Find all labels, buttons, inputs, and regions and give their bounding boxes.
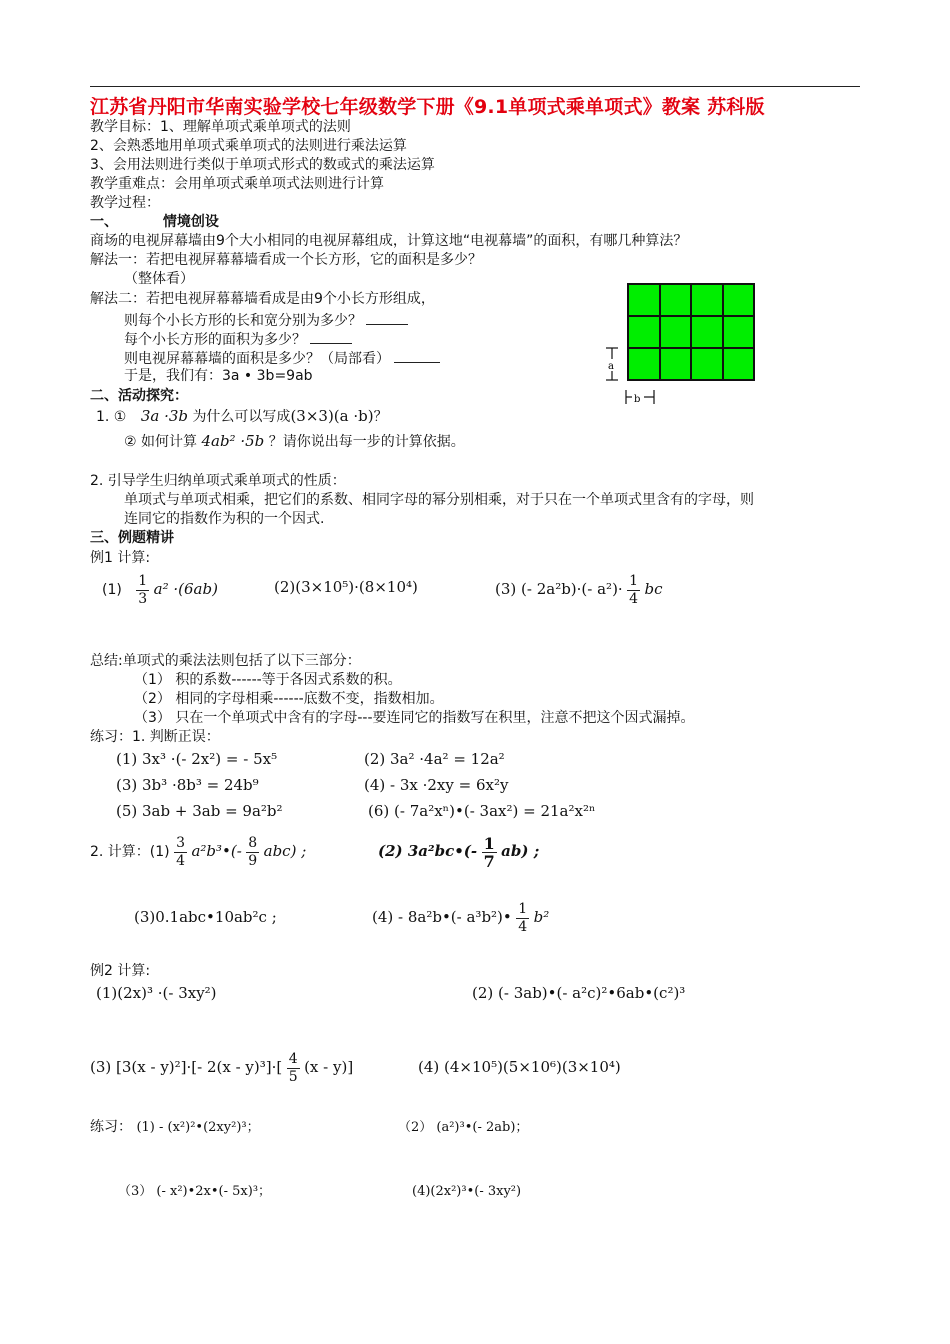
denominator: 7	[483, 851, 495, 871]
tv-screen	[723, 316, 755, 348]
expression: (3) [3(x - y)²]·[- 2(x - y)³]·[	[90, 1058, 283, 1076]
denominator: 9	[248, 852, 258, 869]
judge-5: (5) 3ab + 3ab = 9a²b²	[116, 802, 283, 820]
example-2-problem-4: (4) (4×10⁵)(5×10⁶)(3×10⁴)	[418, 1058, 621, 1076]
header-rule	[90, 86, 860, 87]
example-2-problem-2: (2) (- 3ab)•(- a²c)²•6ab•(c²)³	[472, 984, 686, 1002]
tv-screen	[691, 284, 723, 316]
inquiry-3: 2. 引导学生归纳单项式乘单项式的性质：	[90, 473, 346, 489]
expression-tail: b²	[533, 908, 550, 926]
section3-heading: 三、例题精讲	[90, 530, 174, 546]
fraction	[287, 1051, 300, 1086]
label-a: a	[608, 361, 614, 372]
denominator: 3	[138, 590, 148, 607]
fraction	[627, 573, 640, 608]
expression: a² ·(6ab)	[153, 580, 218, 598]
section1-number: 一、	[90, 214, 118, 230]
practice-3	[90, 1118, 260, 1137]
tv-screen	[723, 284, 755, 316]
example-1-problem-2: (2)(3×10⁵)·(8×10⁴)	[274, 578, 418, 596]
solution-2-c	[124, 348, 440, 369]
problem-number: (1)	[102, 582, 122, 598]
practice-2-problem-1	[90, 832, 306, 871]
process-label: 教学过程：	[90, 195, 160, 211]
tv-screen	[660, 284, 692, 316]
denominator: 4	[176, 852, 186, 869]
example-1-problem-3	[495, 570, 663, 609]
solution-2: 解法二：若把电视屏幕幕墙看成是由9个小长方形组成，	[90, 291, 435, 307]
solution-2-b-text: 每个小长方形的面积为多少？	[124, 332, 306, 348]
expression-tail: ab) ;	[501, 842, 540, 860]
answer-blank	[366, 310, 408, 325]
tv-screen	[660, 348, 692, 380]
expression-tail: bc	[644, 580, 663, 598]
example-2-label: 例2 计算:	[90, 963, 151, 979]
numerator: 1	[629, 572, 639, 589]
tv-screen	[660, 316, 692, 348]
tv-screen	[691, 316, 723, 348]
width-dimension-marker	[624, 388, 664, 408]
inquiry-1-question: 为什么可以写成	[192, 409, 291, 425]
summary-item-1: （1） 积的系数------等于各因式系数的积。	[134, 672, 402, 688]
practice-3-problem-3: （3） (- x²)•2x•(- 5x)³；	[118, 1184, 272, 1199]
fraction	[516, 901, 529, 936]
expression: a²b³•(-	[191, 842, 242, 860]
expression-tail: abc) ;	[263, 842, 307, 860]
tv-wall-figure	[627, 283, 755, 381]
numerator: 8	[248, 834, 258, 851]
judge-4: (4) - 3x ·2xy = 6x²y	[364, 776, 509, 794]
denominator: 4	[629, 590, 639, 607]
judge-2: (2) 3a² ·4a² = 12a²	[364, 750, 505, 768]
inquiry-1-number: 1. ①	[96, 409, 127, 425]
tv-screen	[628, 316, 660, 348]
answer-blank	[394, 348, 440, 363]
inquiry-2-expression: 4ab² ·5b	[201, 432, 265, 450]
section2-heading: 二、活动探究：	[90, 388, 188, 404]
page-title: 江苏省丹阳市华南实验学校七年级数学下册《9.1单项式乘单项式》教案 苏科版	[90, 96, 765, 118]
solution-2-d: 于是，我们有：3a • 3b=9ab	[124, 368, 313, 384]
practice-3-problem-4: (4)(2x²)³•(- 3xy²)	[412, 1184, 522, 1199]
example-2-problem-1: (1)(2x)³ ·(- 3xy²)	[96, 984, 217, 1002]
numerator: 4	[288, 1050, 298, 1067]
inquiry-1-end: ？	[373, 409, 388, 425]
fraction	[482, 835, 497, 870]
example-2-problem-3	[90, 1048, 353, 1087]
practice-1-label: 练习：1. 判断正误：	[90, 729, 220, 745]
key-point: 教学重难点：会用单项式乘单项式法则进行计算	[90, 176, 384, 192]
tv-screen	[628, 348, 660, 380]
numerator: 3	[176, 834, 186, 851]
section1-title: 情境创设	[162, 214, 219, 230]
denominator: 4	[518, 918, 528, 935]
expression: (2) 3a²bc•(-	[378, 842, 478, 860]
answer-blank	[310, 329, 352, 344]
expression: (4) - 8a²b•(- a³b²)•	[372, 908, 512, 926]
practice-3-problem-1: (1) - (x²)²•(2xy²)³；	[136, 1120, 260, 1135]
practice-3-problem-2: （2） (a²)³•(- 2ab)；	[398, 1120, 529, 1135]
judge-3: (3) 3b³ ·8b³ = 24b⁹	[116, 776, 259, 794]
objective-3: 3、会用法则进行类似于单项式形式的数或式的乘法运算	[90, 157, 435, 173]
inquiry-2	[124, 432, 465, 452]
example-1-label: 例1 计算:	[90, 550, 151, 566]
height-dimension-marker	[604, 347, 624, 381]
rule-line-1: 单项式与单项式相乘，把它们的系数、相同字母的幂分别相乘，对于只在一个单项式里含有的字母，则	[124, 492, 754, 508]
example-1-problem-1	[102, 570, 218, 609]
scenario-question: 商场的电视屏幕墙由9个大小相同的电视屏幕组成，计算这地“电视幕墙”的面积，有哪几种算法？	[90, 233, 688, 249]
objective-2: 2、会熟悉地用单项式乘单项式的法则进行乘法运算	[90, 138, 407, 154]
practice-3-label: 练习：	[90, 1119, 132, 1135]
practice-2-problem-3: (3)0.1abc•10ab²c ;	[134, 908, 277, 926]
solution-2-a	[124, 310, 408, 331]
denominator: 5	[288, 1068, 298, 1085]
solution-2-a-text: 则每个小长方形的长和宽分别为多少？	[124, 313, 362, 329]
summary-heading: 总结:单项式的乘法法则包括了以下三部分：	[90, 653, 361, 669]
fraction	[246, 835, 259, 870]
practice-2-label: 2. 计算：(1)	[90, 844, 170, 860]
summary-item-2: （2） 相同的字母相乘------底数不变，指数相加。	[134, 691, 444, 707]
numerator: 1	[483, 833, 495, 853]
solution-2-b	[124, 329, 352, 350]
fraction	[136, 573, 149, 608]
tv-screen	[723, 348, 755, 380]
inquiry-1-expression: 3a ·3b	[140, 407, 188, 425]
tv-screen	[628, 284, 660, 316]
inquiry-1-rewrite: (3×3)(a ·b)	[290, 407, 374, 425]
inquiry-2-prefix: ② 如何计算	[124, 434, 198, 450]
tv-screen	[691, 348, 723, 380]
judge-1: (1) 3x³ ·(- 2x²) = - 5x⁵	[116, 750, 278, 768]
section1-heading	[90, 213, 219, 232]
expression: (3) (- 2a²b)·(- a²)·	[495, 580, 623, 598]
summary-item-3: （3） 只在一个单项式中含有的字母---要连同它的指数写在积里，注意不把这个因式漏掉。	[134, 710, 695, 726]
objective-1: 教学目标：1、理解单项式乘单项式的法则	[90, 119, 351, 135]
practice-2-problem-4	[372, 898, 549, 937]
solution-2-c-text: 则电视屏幕幕墙的面积是多少？（局部看）	[124, 351, 390, 367]
numerator: 1	[138, 572, 148, 589]
expression-tail: (x - y)]	[304, 1058, 354, 1076]
label-b: b	[634, 394, 641, 405]
solution-1-note: （整体看）	[124, 271, 194, 287]
practice-2-problem-2	[378, 832, 539, 871]
inquiry-1	[96, 407, 388, 427]
numerator: 1	[518, 900, 528, 917]
judge-6: (6) (- 7a²xⁿ)•(- 3ax²) = 21a²x²ⁿ	[368, 802, 596, 820]
solution-1: 解法一：若把电视屏幕幕墙看成一个长方形，它的面积是多少？	[90, 252, 482, 268]
rule-line-2: 连同它的指数作为积的一个因式.	[124, 511, 325, 527]
fraction	[174, 835, 187, 870]
inquiry-2-question: ？请你说出每一步的计算依据。	[268, 434, 465, 450]
